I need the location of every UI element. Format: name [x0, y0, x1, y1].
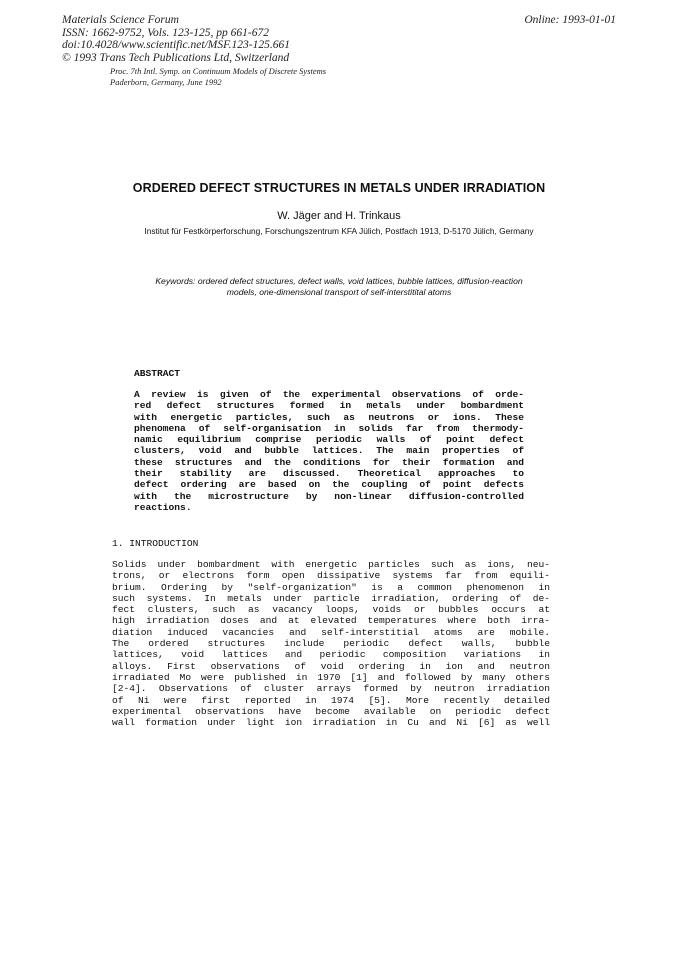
issn-line: ISSN: 1662-9752, Vols. 123-125, pp 661-672 — [62, 26, 269, 39]
proceedings-line-2: Paderborn, Germany, June 1992 — [110, 77, 222, 87]
paper-title: ORDERED DEFECT STRUCTURES IN METALS UNDER IRRADIATION — [132, 181, 546, 195]
intro-line: high irradiation doses and at elevated temperatures where both irra- — [112, 615, 550, 627]
abstract-line: these structures and the conditions for their formation and — [134, 456, 524, 468]
intro-line: brium. Ordering by "self-organization" is a common phenomenon in — [112, 581, 550, 593]
abstract-line: clusters, void and bubble lattices. The main properties of — [134, 445, 524, 457]
authors: W. Jäger and H. Trinkaus — [277, 210, 401, 222]
intro-line: fect clusters, such as vacancy loops, voids or bubbles occurs at — [112, 604, 550, 616]
online-date: Online: 1993-01-01 — [524, 14, 616, 26]
intro-line: alloys. First observations of void ordering in ion and neutron — [112, 660, 550, 672]
intro-line: of Ni were first reported in 1974 [5]. More recently detailed — [112, 694, 550, 706]
affiliation: Institut für Festkörperforschung, Forschungszentrum KFA Jülich, Postfach 1913, D-5170 Jülich, Germany — [144, 226, 534, 236]
introduction-heading: 1. INTRODUCTION — [112, 538, 199, 549]
abstract-line: their stability are discussed. Theoretical approaches to — [134, 468, 524, 480]
abstract-line: A review is given of the experimental observations of orde- — [134, 389, 524, 400]
keywords-line-1: Keywords: ordered defect structures, defect walls, void lattices, bubble lattices, diffusion-reaction — [155, 276, 523, 286]
abstract-line: defect ordering are based on the coupling of point defects — [134, 479, 524, 491]
intro-line: irradiated Mo were published in 1970 [1] and followed by many others — [112, 671, 550, 683]
journal-header — [62, 14, 290, 64]
abstract-line: red defect structures formed in metals under bombardment — [134, 400, 524, 412]
abstract-line: with energetic particles, such as neutrons or ions. These — [134, 411, 524, 423]
intro-line: experimental observations have become available on periodic defect — [112, 705, 550, 717]
intro-line: wall formation under light ion irradiation in Cu and Ni [6] as well — [112, 717, 550, 729]
doi-line: doi:10.4028/www.scientific.net/MSF.123-125.661 — [62, 39, 290, 51]
intro-line: The ordered structures include periodic defect walls, bubble — [112, 638, 550, 650]
intro-line: Solids under bombardment with energetic particles such as ions, neu- — [112, 559, 550, 570]
copyright-line: © 1993 Trans Tech Publications Ltd, Switzerland — [62, 51, 290, 64]
proceedings-info — [110, 66, 326, 88]
intro-line: trons, or electrons form open dissipative systems far from equili- — [112, 570, 550, 582]
abstract-line: with the microstructure by non-linear diffusion-controlled — [134, 490, 524, 502]
proceedings-line-1: Proc. 7th Intl. Symp. on Continuum Models of Discrete Systems — [110, 66, 327, 76]
intro-line: [2-4]. Observations of cluster arrays formed by neutron irradiation — [112, 683, 550, 695]
abstract-line: reactions. — [134, 501, 192, 513]
keywords-line-2: models, one-dimensional transport of self-interstitital atoms — [226, 287, 452, 297]
abstract-body — [134, 389, 524, 513]
abstract-heading: ABSTRACT — [134, 368, 181, 379]
journal-name: Materials Science Forum — [62, 14, 179, 26]
keywords — [110, 276, 568, 298]
intro-line: diation induced vacancies and self-interstitial atoms are mobile. — [112, 626, 550, 638]
introduction-body — [112, 559, 550, 728]
abstract-line: phenomena of self-organisation in solids far from thermody- — [134, 422, 524, 434]
intro-line: such systems. In metals under particle irradiation, ordering of de- — [112, 592, 550, 604]
abstract-line: namic equilibrium comprise periodic walls of point defect — [134, 434, 524, 446]
intro-line: lattices, void lattices and periodic composition variations in — [112, 649, 550, 661]
